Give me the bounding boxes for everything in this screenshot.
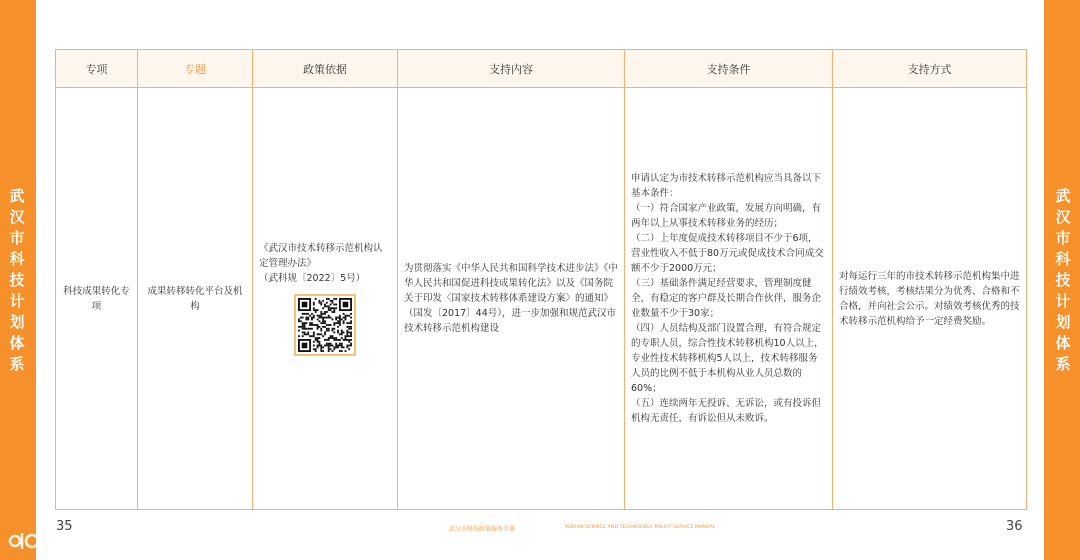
side-tab-char: 市 — [1055, 228, 1071, 247]
side-tab-char: 市 — [9, 228, 25, 247]
side-tab-left — [0, 169, 34, 391]
side-tab-right — [1046, 169, 1080, 391]
header-topic: 专题 — [138, 50, 253, 88]
side-tab-char: 技 — [1055, 270, 1071, 289]
footer-title-en: WUHAN SCIENCE AND TECHNOLOGY POLICY SERVICE MANUAL — [565, 525, 716, 530]
header-content: 支持内容 — [398, 50, 625, 88]
policy-text: 《武汉市技术转移示范机构认定管理办法》 （武科规〔2022〕5号） — [259, 243, 383, 284]
side-tab-char: 技 — [9, 270, 25, 289]
side-tab-char: 系 — [1055, 354, 1071, 373]
side-tab-char: 科 — [9, 249, 25, 268]
side-tab-char: 计 — [1055, 291, 1071, 310]
header-special: 专项 — [56, 50, 138, 88]
cell-topic: 成果转移转化平台及机构 — [138, 88, 253, 510]
qr-code-icon[interactable] — [294, 294, 356, 356]
side-tab-char: 体 — [9, 333, 25, 352]
cell-policy — [253, 88, 398, 510]
side-tab-char: 武 — [9, 186, 25, 205]
side-tab-char: 汉 — [9, 207, 25, 226]
header-policy: 政策依据 — [253, 50, 398, 88]
header-method: 支持方式 — [833, 50, 1027, 88]
side-tab-char: 体 — [1055, 333, 1071, 352]
page-number-left: 35 — [56, 519, 73, 534]
watermark-text: 大数跨境 — [50, 530, 130, 554]
side-tab-char: 划 — [9, 312, 25, 331]
side-tab-char: 计 — [9, 291, 25, 310]
side-tab-char: 汉 — [1055, 207, 1071, 226]
cell-special: 科技成果转化专项 — [56, 88, 138, 510]
header-conditions: 支持条件 — [625, 50, 833, 88]
table-row — [56, 88, 1027, 510]
cell-method: 对每运行三年的市技术转移示范机构集中进行绩效考核，考核结果分为优秀、合格和不合格，并向社会公示。对绩效考核优秀的技术转移示范机构给予一定经费奖励。 — [833, 88, 1027, 510]
side-tab-char: 武 — [1055, 186, 1071, 205]
side-tab-char: 划 — [1055, 312, 1071, 331]
side-tab-char: 系 — [9, 354, 25, 373]
side-tab-char: 科 — [1055, 249, 1071, 268]
watermark-logo-icon — [8, 529, 44, 553]
cell-content: 为贯彻落实《中华人民共和国科学技术进步法》《中华人民共和国促进科技成果转化法》以及《国务院关于印发〈国家技术转移体系建设方案〉的通知》（国发〔2017〕44号），进一步加强和规范武汉市技术转移示范机构建设 — [398, 88, 625, 510]
page-number-right: 36 — [1006, 519, 1023, 534]
table-header-row — [56, 50, 1027, 88]
policy-table — [55, 49, 1027, 510]
watermark — [8, 526, 130, 555]
footer-title-cn: 武汉市科技政策服务手册 — [449, 526, 516, 533]
cell-conditions: 申请认定为市技术转移示范机构应当具备以下基本条件： （一）符合国家产业政策，发展方向明确，有两年以上从事技术转移业务的经历； （二）上年度促成技术转移项目不少于6项，营业性收入不低于80万元或促成技术合同成交额不少于2000万元； （三）基础条件满足经营要求，管理制度健全，有稳定的客户群及长期合作伙伴，服务企业数量不少于30家； （四）人员结构及部门设置合理，有符合规定的专职人员，综合性技术转移机构10人以上，专业性技术转移机构5人以上，技术转移服务人员的比例不低于本机构从业人员总数的60%； （五）连续两年无投诉、无诉讼，或有投诉但机构无责任，有诉讼但从未败诉。 — [625, 88, 833, 510]
